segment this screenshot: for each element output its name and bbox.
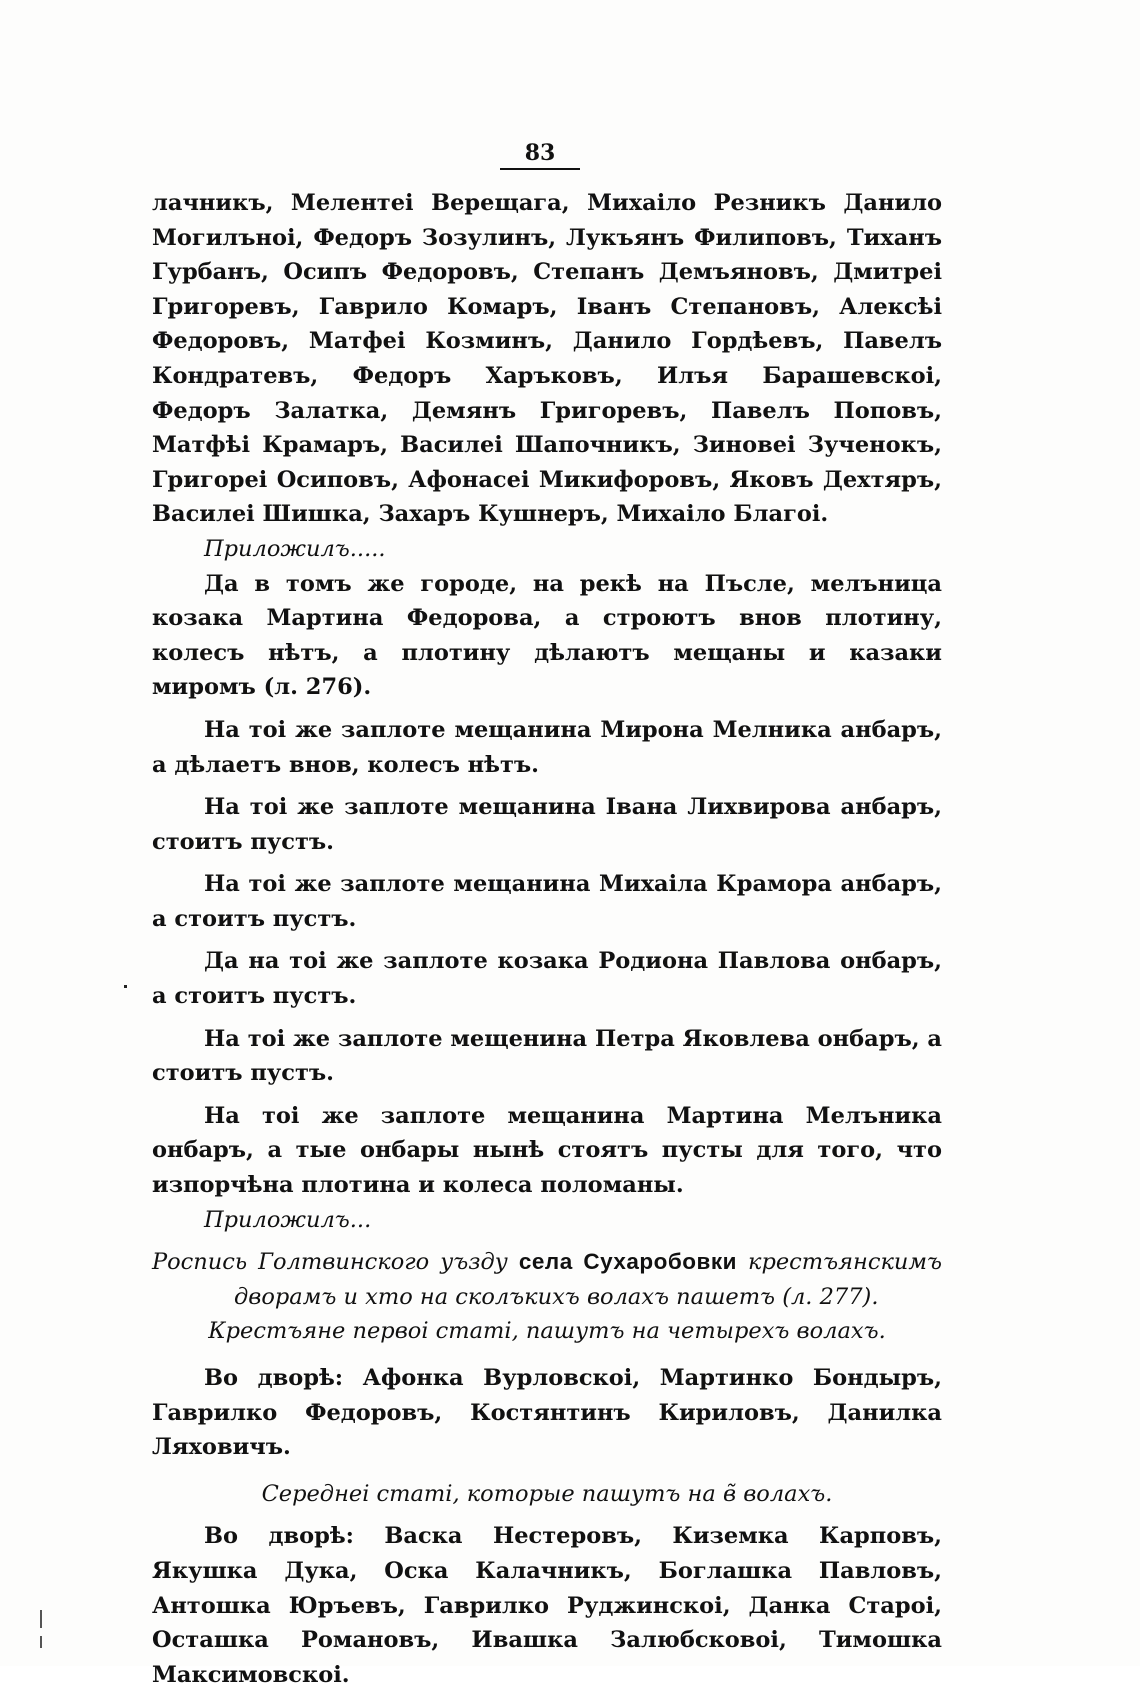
paragraph-names-list: лачникъ, Мелентеі Верещага, Михаіло Резникъ Данило Могилъноі, Федоръ Зозулинъ, Лукъянъ Филиповъ, Тиханъ Гурбанъ, Осипъ Федоровъ, Степанъ Демъяновъ, Дмитреі Григоревъ, Гаврило Комаръ, Іванъ Степановъ, Алексѣі Федоровъ, Матфеі Козминъ, Данило Гордѣевъ, Павелъ Кондратевъ, Федоръ Харъковъ, Илъя Барашевскоі, Федоръ Залатка, Демянъ Григоревъ, Павелъ Поповъ, Матфѣі Крамаръ, Василеі Шапочникъ, Зиновеі Зученокъ, Григореі Осиповъ, Афонасеі Микифоровъ, Яковъ Дехтяръ, Василеі Шишка, Захаръ Кушнеръ, Михаіло Благоі. xyxy=(152,190,942,528)
paragraph-barn-mikhail: На тоі же заплоте мещанина Михаіла Крамора анбаръ, а стоитъ пустъ. xyxy=(152,871,942,932)
signature-line-2: Приложилъ... xyxy=(204,1206,372,1233)
scan-speck xyxy=(124,985,127,988)
heading-village: села Сухаробовки xyxy=(518,1249,737,1275)
heading-description: крестъянскимъ дворамъ и хто на сколъкихъ волахъ пашетъ xyxy=(234,1249,943,1310)
subheading-first-class: Крестъяне первоі статі, пашутъ на четырехъ волахъ. xyxy=(208,1318,886,1345)
section-heading xyxy=(152,1245,942,1314)
paragraph-barn-rodion: Да на тоі же заплоте козака Родиона Павлова онбаръ, а стоитъ пустъ. xyxy=(152,948,942,1010)
paragraph-mill: Да в томъ же городе, на рекѣ на Пъсле, мелъница козака Мартина Федорова, а строютъ внов плотину, колесъ нѣтъ, а плотину дѣлаютъ мещаны и казаки миромъ (л. 276). xyxy=(152,570,942,701)
paragraph-barn-miron: На тоі же заплоте мещанина Мирона Мелника анбаръ, а дѣлаетъ внов, колесъ нѣтъ. xyxy=(152,716,942,778)
household-first-class: Во дворѣ: Афонка Вурловскоі, Мартинко Бондыръ, Гаврилко Федоровъ, Костянтинъ Кириловъ, Данилка Ляховичъ. xyxy=(152,1365,942,1461)
household-middle-class: Во дворѣ: Васка Нестеровъ, Киземка Карповъ, Якушка Дука, Оска Калачникъ, Боглашка Павловъ, Антошка Юръевъ, Гаврилко Руджинскоі, Данка Староі, Осташка Романовъ, Ивашка Залюбсковоі, Тимошка Максимовскоі. xyxy=(152,1523,942,1688)
signature-line: Приложилъ..... xyxy=(204,535,386,562)
subheading-middle-class: Середнеі статі, которые пашутъ на в̃ волахъ. xyxy=(261,1480,833,1507)
document-body xyxy=(152,186,942,1692)
scan-margin-mark-lower xyxy=(40,1636,42,1648)
heading-intro: Роспись Голтвинского уъзду xyxy=(152,1249,508,1276)
paragraph-barn-ivan: На тоі же заплоте мещанина Івана Лихвирова анбаръ, стоитъ пустъ. xyxy=(152,794,942,855)
paragraph-barn-martin: На тоі же заплоте мещанина Мартина Мелъника онбаръ, а тые онбары нынѣ стоятъ пусты для того, что изпорчѣна плотина и колеса поломаны. xyxy=(152,1102,942,1199)
page-number: 83 xyxy=(500,140,580,170)
scan-margin-mark xyxy=(40,1610,42,1628)
paragraph-barn-petr: На тоі же заплоте мещенина Петра Яковлева онбаръ, а стоитъ пустъ. xyxy=(152,1025,942,1087)
heading-reference: (л. 277). xyxy=(782,1283,879,1310)
